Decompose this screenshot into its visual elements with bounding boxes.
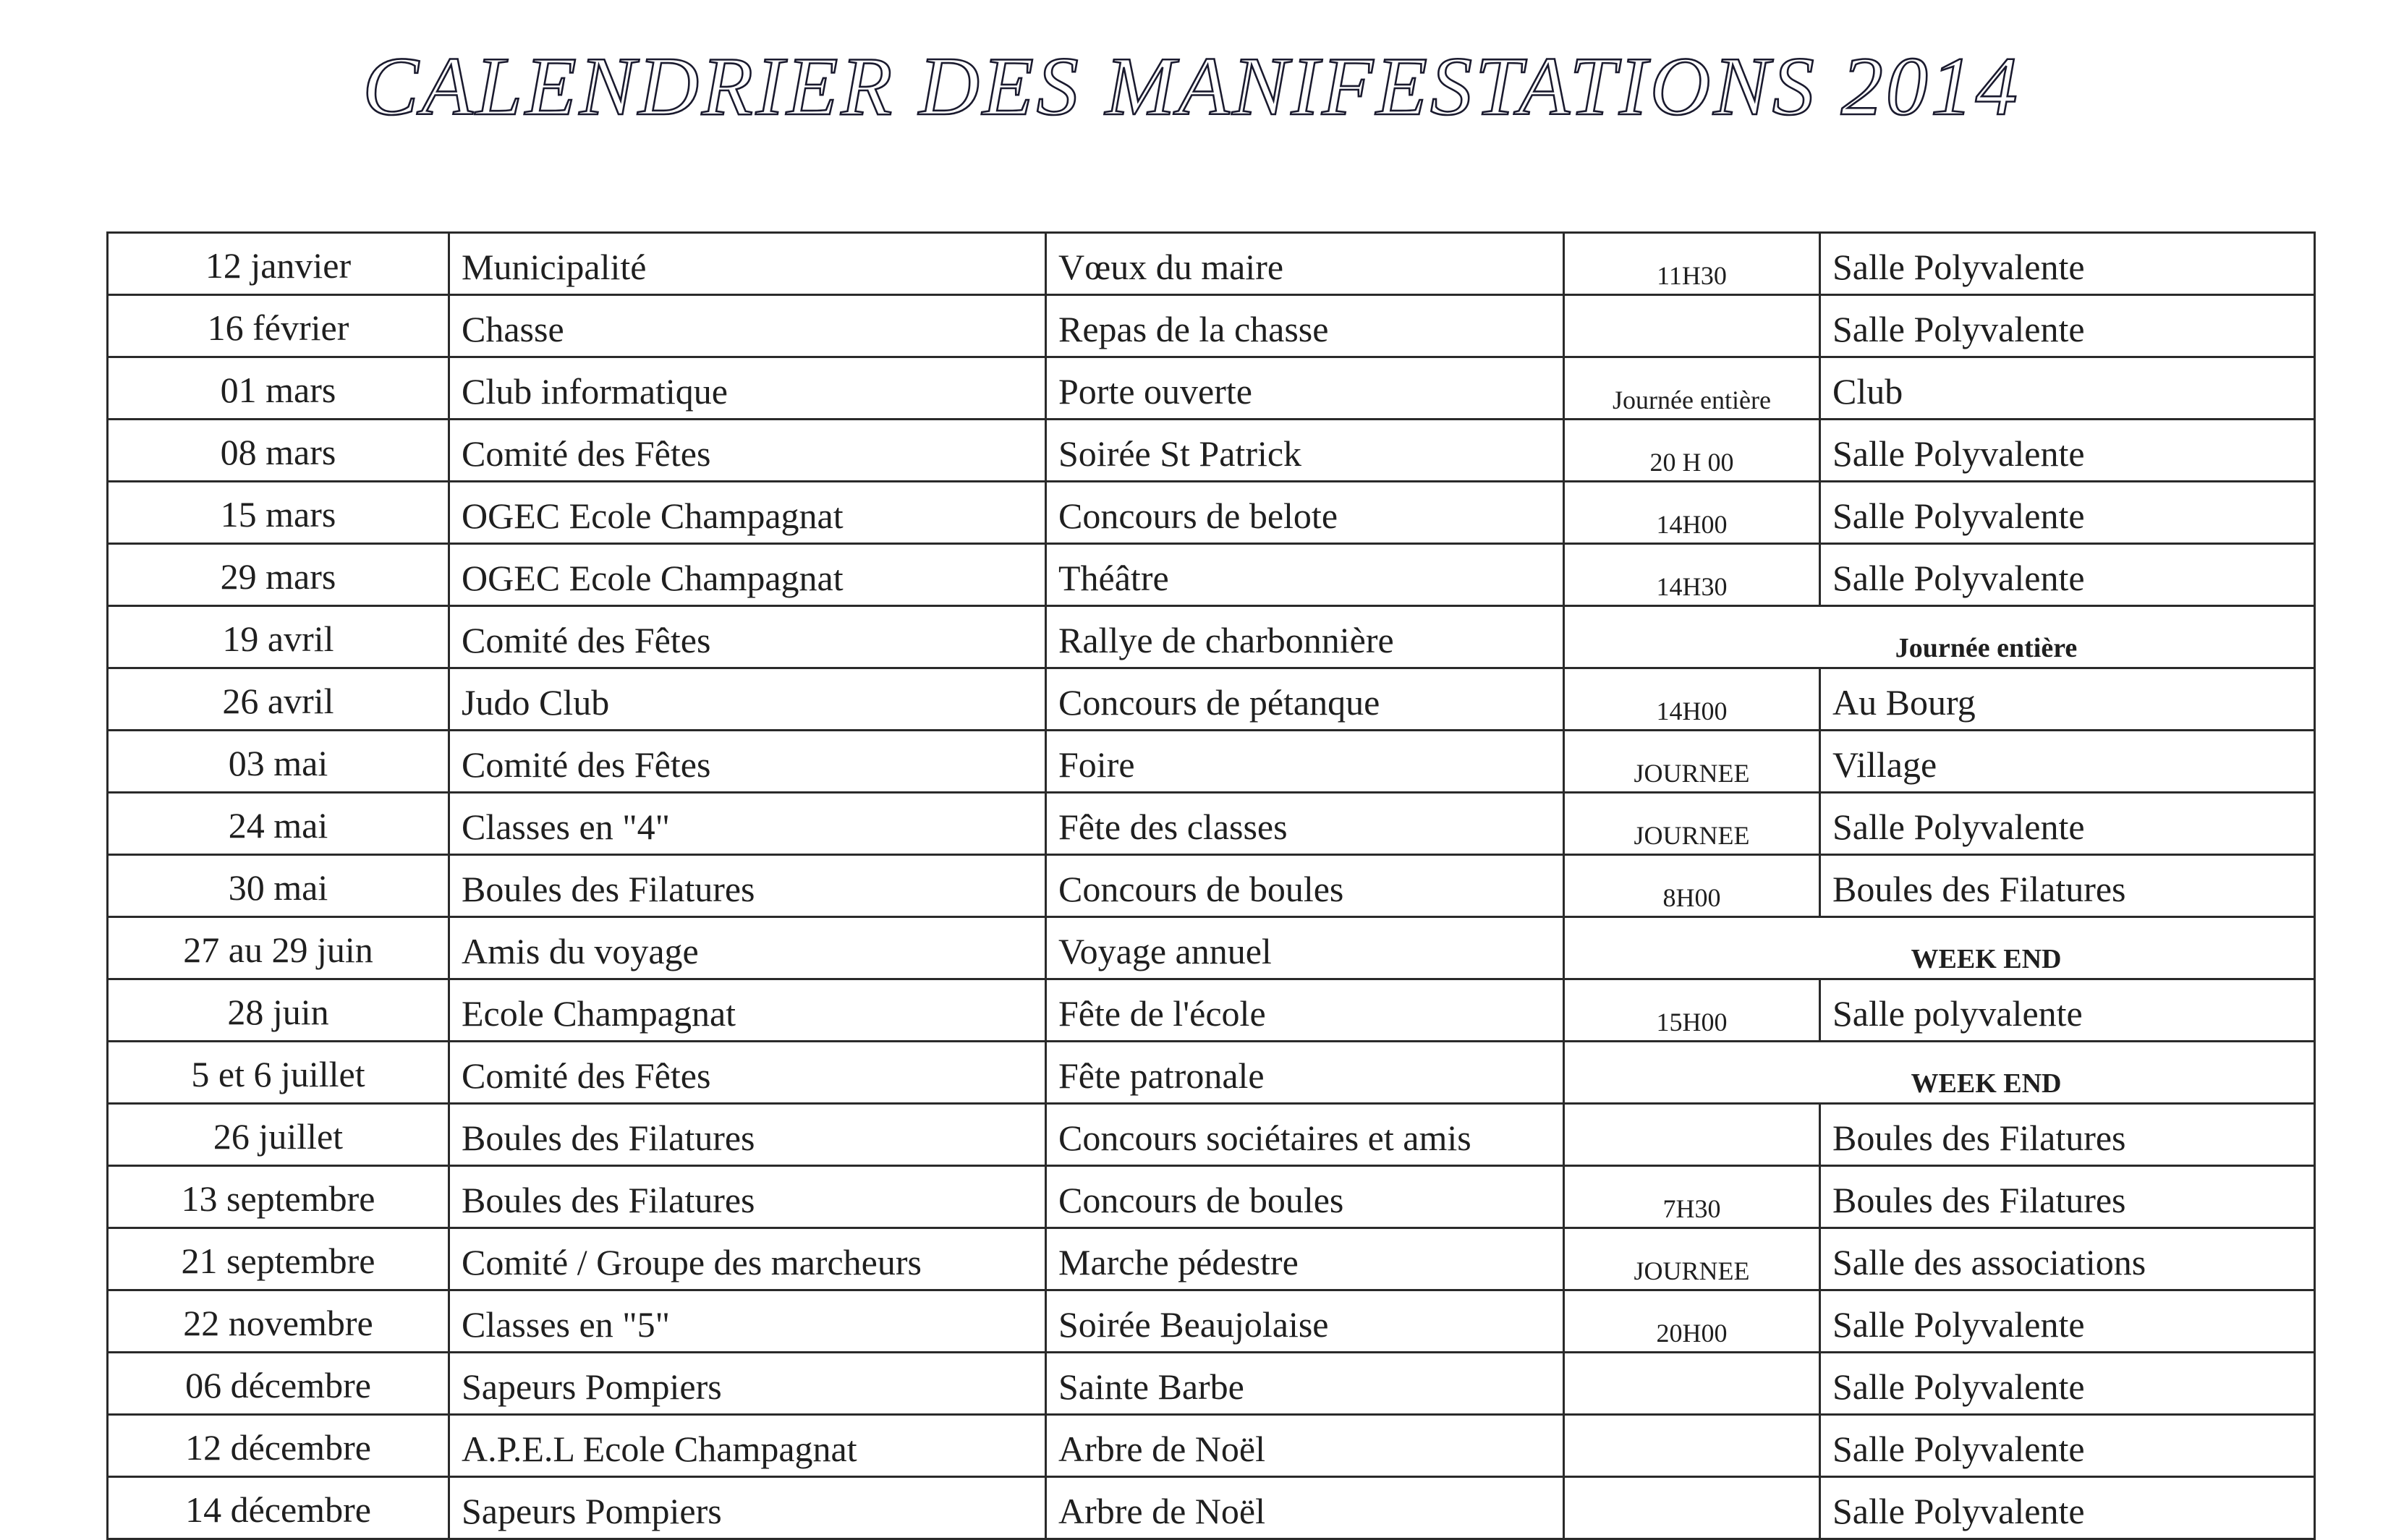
event-date-cell: 12 décembre: [108, 1415, 449, 1477]
event-duration-cell: WEEK END: [1564, 1042, 2315, 1104]
event-time-cell: [1564, 1415, 1820, 1477]
event-time-cell: 14H00: [1564, 668, 1820, 731]
event-date-cell: 24 mai: [108, 793, 449, 855]
event-organizer-cell: Comité des Fêtes: [449, 731, 1046, 793]
event-name-cell: Marche pédestre: [1046, 1228, 1564, 1290]
table-row: [108, 731, 2315, 793]
event-date-cell: 29 mars: [108, 544, 449, 606]
table-row: [108, 544, 2315, 606]
event-date-cell: 26 juillet: [108, 1104, 449, 1166]
event-time-cell: JOURNEE: [1564, 793, 1820, 855]
event-place-cell: Village: [1820, 731, 2315, 793]
events-table-body: [108, 233, 2315, 1539]
event-time-cell: [1564, 1477, 1820, 1539]
table-row: [108, 1104, 2315, 1166]
event-date-cell: 30 mai: [108, 855, 449, 917]
event-date-cell: 16 février: [108, 295, 449, 357]
event-place-cell: Club: [1820, 357, 2315, 420]
event-place-cell: Salle Polyvalente: [1820, 420, 2315, 482]
event-name-cell: Théâtre: [1046, 544, 1564, 606]
event-date-cell: 13 septembre: [108, 1166, 449, 1228]
event-place-cell: Salle Polyvalente: [1820, 544, 2315, 606]
event-time-cell: [1564, 295, 1820, 357]
event-name-cell: Sainte Barbe: [1046, 1353, 1564, 1415]
event-time-cell: [1564, 1104, 1820, 1166]
event-organizer-cell: Boules des Filatures: [449, 1166, 1046, 1228]
event-organizer-cell: Judo Club: [449, 668, 1046, 731]
event-name-cell: Concours de pétanque: [1046, 668, 1564, 731]
table-row: [108, 357, 2315, 420]
event-time-cell: [1564, 1353, 1820, 1415]
event-name-cell: Soirée Beaujolaise: [1046, 1290, 1564, 1353]
event-organizer-cell: Comité des Fêtes: [449, 606, 1046, 668]
event-time-cell: 14H30: [1564, 544, 1820, 606]
event-name-cell: Foire: [1046, 731, 1564, 793]
event-organizer-cell: OGEC Ecole Champagnat: [449, 482, 1046, 544]
event-organizer-cell: Chasse: [449, 295, 1046, 357]
event-date-cell: 15 mars: [108, 482, 449, 544]
table-row: [108, 1290, 2315, 1353]
table-row: [108, 482, 2315, 544]
event-place-cell: Salle Polyvalente: [1820, 793, 2315, 855]
event-time-cell: JOURNEE: [1564, 1228, 1820, 1290]
event-time-cell: 7H30: [1564, 1166, 1820, 1228]
event-time-cell: 15H00: [1564, 979, 1820, 1042]
table-row: [108, 1477, 2315, 1539]
event-place-cell: Boules des Filatures: [1820, 1104, 2315, 1166]
event-date-cell: 03 mai: [108, 731, 449, 793]
event-name-cell: Arbre de Noël: [1046, 1477, 1564, 1539]
event-organizer-cell: Ecole Champagnat: [449, 979, 1046, 1042]
events-table: [106, 231, 2316, 1540]
event-place-cell: Salle Polyvalente: [1820, 1415, 2315, 1477]
event-name-cell: Voyage annuel: [1046, 917, 1564, 979]
table-row: [108, 295, 2315, 357]
event-organizer-cell: Club informatique: [449, 357, 1046, 420]
event-time-cell: 8H00: [1564, 855, 1820, 917]
event-date-cell: 21 septembre: [108, 1228, 449, 1290]
event-name-cell: Repas de la chasse: [1046, 295, 1564, 357]
event-organizer-cell: Sapeurs Pompiers: [449, 1353, 1046, 1415]
event-place-cell: Salle Polyvalente: [1820, 233, 2315, 295]
event-name-cell: Concours de belote: [1046, 482, 1564, 544]
table-row: [108, 917, 2315, 979]
event-place-cell: Salle Polyvalente: [1820, 295, 2315, 357]
event-place-cell: Salle Polyvalente: [1820, 1353, 2315, 1415]
table-row: [108, 1415, 2315, 1477]
event-name-cell: Fête de l'école: [1046, 979, 1564, 1042]
page-title: CALENDRIER DES MANIFESTATIONS 2014: [362, 41, 2021, 133]
table-row: [108, 855, 2315, 917]
table-row: [108, 1353, 2315, 1415]
event-organizer-cell: Comité des Fêtes: [449, 420, 1046, 482]
event-organizer-cell: Comité des Fêtes: [449, 1042, 1046, 1104]
event-organizer-cell: OGEC Ecole Champagnat: [449, 544, 1046, 606]
event-date-cell: 26 avril: [108, 668, 449, 731]
event-date-cell: 01 mars: [108, 357, 449, 420]
event-name-cell: Concours de boules: [1046, 855, 1564, 917]
event-time-cell: JOURNEE: [1564, 731, 1820, 793]
table-row: [108, 420, 2315, 482]
event-organizer-cell: Boules des Filatures: [449, 1104, 1046, 1166]
event-date-cell: 22 novembre: [108, 1290, 449, 1353]
event-name-cell: Rallye de charbonnière: [1046, 606, 1564, 668]
event-organizer-cell: Sapeurs Pompiers: [449, 1477, 1046, 1539]
table-row: [108, 668, 2315, 731]
event-name-cell: Concours de boules: [1046, 1166, 1564, 1228]
event-date-cell: 08 mars: [108, 420, 449, 482]
table-row: [108, 979, 2315, 1042]
event-date-cell: 19 avril: [108, 606, 449, 668]
event-date-cell: 5 et 6 juillet: [108, 1042, 449, 1104]
event-organizer-cell: A.P.E.L Ecole Champagnat: [449, 1415, 1046, 1477]
event-place-cell: Salle Polyvalente: [1820, 482, 2315, 544]
event-organizer-cell: Municipalité: [449, 233, 1046, 295]
table-row: [108, 1228, 2315, 1290]
event-time-cell: Journée entière: [1564, 357, 1820, 420]
event-name-cell: Vœux du maire: [1046, 233, 1564, 295]
event-time-cell: 14H00: [1564, 482, 1820, 544]
event-time-cell: 20H00: [1564, 1290, 1820, 1353]
event-date-cell: 28 juin: [108, 979, 449, 1042]
event-time-cell: 11H30: [1564, 233, 1820, 295]
event-organizer-cell: Classes en "4": [449, 793, 1046, 855]
event-date-cell: 27 au 29 juin: [108, 917, 449, 979]
event-name-cell: Fête des classes: [1046, 793, 1564, 855]
table-row: [108, 1042, 2315, 1104]
event-organizer-cell: Classes en "5": [449, 1290, 1046, 1353]
event-organizer-cell: Comité / Groupe des marcheurs: [449, 1228, 1046, 1290]
event-name-cell: Fête patronale: [1046, 1042, 1564, 1104]
event-place-cell: Salle polyvalente: [1820, 979, 2315, 1042]
event-name-cell: Soirée St Patrick: [1046, 420, 1564, 482]
table-row: [108, 233, 2315, 295]
table-row: [108, 606, 2315, 668]
event-place-cell: Boules des Filatures: [1820, 1166, 2315, 1228]
event-duration-cell: WEEK END: [1564, 917, 2315, 979]
event-name-cell: Arbre de Noël: [1046, 1415, 1564, 1477]
event-place-cell: Boules des Filatures: [1820, 855, 2315, 917]
event-date-cell: 14 décembre: [108, 1477, 449, 1539]
event-time-cell: 20 H 00: [1564, 420, 1820, 482]
table-row: [108, 793, 2315, 855]
event-date-cell: 06 décembre: [108, 1353, 449, 1415]
event-duration-cell: Journée entière: [1564, 606, 2315, 668]
event-place-cell: Salle Polyvalente: [1820, 1477, 2315, 1539]
event-place-cell: Au Bourg: [1820, 668, 2315, 731]
event-name-cell: Porte ouverte: [1046, 357, 1564, 420]
event-place-cell: Salle des associations: [1820, 1228, 2315, 1290]
event-date-cell: 12 janvier: [108, 233, 449, 295]
event-organizer-cell: Amis du voyage: [449, 917, 1046, 979]
table-row: [108, 1166, 2315, 1228]
event-place-cell: Salle Polyvalente: [1820, 1290, 2315, 1353]
event-organizer-cell: Boules des Filatures: [449, 855, 1046, 917]
event-name-cell: Concours sociétaires et amis: [1046, 1104, 1564, 1166]
